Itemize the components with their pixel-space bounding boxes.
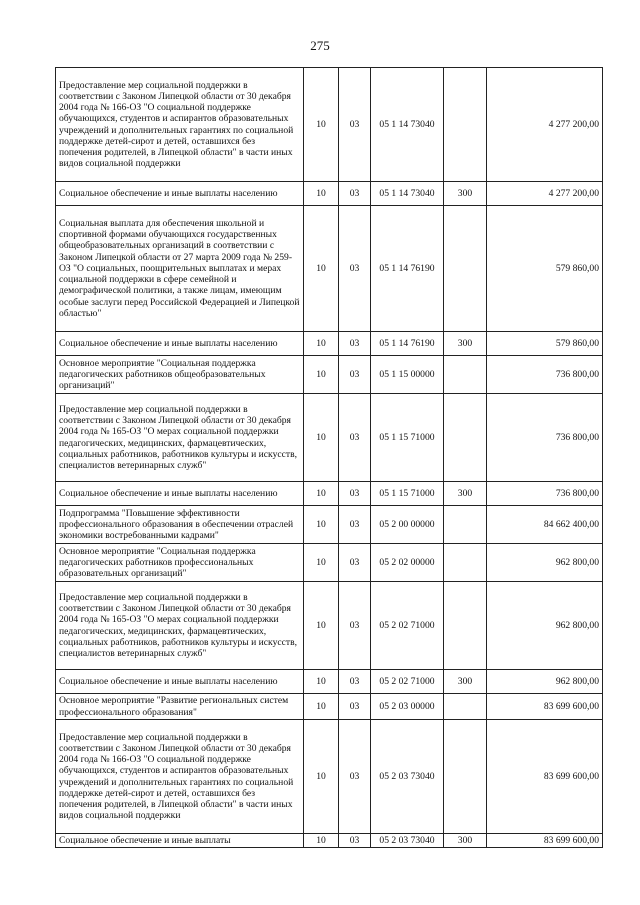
row-amount: 579 860,00 — [487, 206, 603, 332]
row-name: Социальная выплата для обеспечения школьной и спортивной формами обучающихся государственных общеобразовательных организаций в соответствии с Законом Липецкой области от 27 марта 2009 года № 259-ОЗ "О социальных, поощрительных выплатах и мерах социальной поддержки в сфере семейной и демографической политики, а также лицам, имеющим особые заслуги перед Российской Федерацией и Липецкой областью" — [56, 206, 304, 332]
row-code: 05 1 14 73040 — [371, 182, 444, 206]
row-amount: 962 800,00 — [487, 670, 603, 694]
row-subsection: 03 — [339, 544, 371, 582]
row-section: 10 — [304, 694, 339, 720]
row-code: 05 1 14 76190 — [371, 206, 444, 332]
row-amount: 4 277 200,00 — [487, 182, 603, 206]
row-type — [444, 394, 487, 482]
row-section: 10 — [304, 482, 339, 506]
row-amount: 962 800,00 — [487, 544, 603, 582]
row-name: Подпрограмма "Повышение эффективности профессионального образования в обеспечении отраслей экономики востребованными кадрами" — [56, 506, 304, 544]
row-section: 10 — [304, 332, 339, 356]
row-name: Социальное обеспечение и иные выплаты населению — [56, 482, 304, 506]
row-type: 300 — [444, 332, 487, 356]
row-code: 05 1 15 00000 — [371, 356, 444, 394]
row-subsection: 03 — [339, 720, 371, 834]
budget-table — [55, 67, 603, 848]
table-row — [56, 506, 603, 544]
row-type — [444, 356, 487, 394]
row-code: 05 2 03 73040 — [371, 720, 444, 834]
row-subsection: 03 — [339, 68, 371, 182]
row-name: Социальное обеспечение и иные выплаты населению — [56, 332, 304, 356]
table-row — [56, 582, 603, 670]
row-name: Предоставление мер социальной поддержки в соответствии с Законом Липецкой области от 30 декабря 2004 года № 166-ОЗ "О социальной поддержке обучающихся, студентов и аспирантов образовательных учреждений и дополнительных гарантиях по социальной поддержке детей-сирот и детей, оставшихся без попечения родителей, в Липецкой области" в части иных видов социальной поддержки — [56, 720, 304, 834]
row-name: Социальное обеспечение и иные выплаты населению — [56, 670, 304, 694]
row-type — [444, 694, 487, 720]
table-row — [56, 482, 603, 506]
row-amount: 579 860,00 — [487, 332, 603, 356]
row-type — [444, 206, 487, 332]
row-code: 05 2 02 71000 — [371, 670, 444, 694]
row-section: 10 — [304, 394, 339, 482]
row-subsection: 03 — [339, 182, 371, 206]
row-name: Социальное обеспечение и иные выплаты — [56, 834, 304, 848]
row-code: 05 1 15 71000 — [371, 482, 444, 506]
row-type — [444, 582, 487, 670]
row-section: 10 — [304, 544, 339, 582]
table-row — [56, 68, 603, 182]
row-section: 10 — [304, 582, 339, 670]
table-row — [56, 394, 603, 482]
row-section: 10 — [304, 356, 339, 394]
row-amount: 83 699 600,00 — [487, 834, 603, 848]
row-section: 10 — [304, 182, 339, 206]
row-amount: 736 800,00 — [487, 394, 603, 482]
row-section: 10 — [304, 720, 339, 834]
table-row — [56, 834, 603, 848]
row-amount: 83 699 600,00 — [487, 720, 603, 834]
row-type — [444, 68, 487, 182]
row-code: 05 2 03 73040 — [371, 834, 444, 848]
row-name: Основное мероприятие "Социальная поддержка педагогических работников общеобразовательных организаций" — [56, 356, 304, 394]
row-subsection: 03 — [339, 332, 371, 356]
row-code: 05 2 02 71000 — [371, 582, 444, 670]
row-code: 05 2 02 00000 — [371, 544, 444, 582]
row-amount: 736 800,00 — [487, 482, 603, 506]
row-subsection: 03 — [339, 670, 371, 694]
row-section: 10 — [304, 670, 339, 694]
row-type: 300 — [444, 670, 487, 694]
row-type — [444, 506, 487, 544]
row-section: 10 — [304, 68, 339, 182]
row-subsection: 03 — [339, 506, 371, 544]
row-amount: 84 662 400,00 — [487, 506, 603, 544]
table-row — [56, 356, 603, 394]
row-name: Основное мероприятие "Социальная поддержка педагогических работников профессиональных образовательных организаций" — [56, 544, 304, 582]
row-type: 300 — [444, 482, 487, 506]
row-code: 05 2 03 00000 — [371, 694, 444, 720]
row-subsection: 03 — [339, 694, 371, 720]
row-subsection: 03 — [339, 206, 371, 332]
row-name: Основное мероприятие "Развитие региональных систем профессионального образования" — [56, 694, 304, 720]
table-row — [56, 332, 603, 356]
row-name: Предоставление мер социальной поддержки в соответствии с Законом Липецкой области от 30 декабря 2004 года № 165-ОЗ "О мерах социальной поддержки педагогических, медицинских, фармацевтических, социальных работников, работников культуры и искусств, специалистов ветеринарных служб" — [56, 582, 304, 670]
row-section: 10 — [304, 206, 339, 332]
page-number: 275 — [310, 38, 330, 53]
row-amount: 4 277 200,00 — [487, 68, 603, 182]
row-amount: 736 800,00 — [487, 356, 603, 394]
row-subsection: 03 — [339, 356, 371, 394]
row-amount: 83 699 600,00 — [487, 694, 603, 720]
row-subsection: 03 — [339, 834, 371, 848]
row-name: Социальное обеспечение и иные выплаты населению — [56, 182, 304, 206]
row-name: Предоставление мер социальной поддержки в соответствии с Законом Липецкой области от 30 декабря 2004 года № 166-ОЗ "О социальной поддержке обучающихся, студентов и аспирантов образовательных учреждений и дополнительных гарантиях по социальной поддержке детей-сирот и детей, оставшихся без попечения родителей, в Липецкой области" в части иных видов социальной поддержки — [56, 68, 304, 182]
row-code: 05 2 00 00000 — [371, 506, 444, 544]
row-amount: 962 800,00 — [487, 582, 603, 670]
budget-table-body — [56, 68, 603, 848]
table-row — [56, 694, 603, 720]
table-row — [56, 182, 603, 206]
row-subsection: 03 — [339, 582, 371, 670]
table-row — [56, 670, 603, 694]
row-name: Предоставление мер социальной поддержки в соответствии с Законом Липецкой области от 30 декабря 2004 года № 165-ОЗ "О мерах социальной поддержки педагогических, медицинских, фармацевтических, социальных работников, работников культуры и искусств, специалистов ветеринарных служб" — [56, 394, 304, 482]
row-section: 10 — [304, 834, 339, 848]
row-subsection: 03 — [339, 394, 371, 482]
row-type — [444, 544, 487, 582]
row-subsection: 03 — [339, 482, 371, 506]
row-code: 05 1 14 73040 — [371, 68, 444, 182]
table-row — [56, 720, 603, 834]
table-row — [56, 206, 603, 332]
table-row — [56, 544, 603, 582]
row-code: 05 1 14 76190 — [371, 332, 444, 356]
row-section: 10 — [304, 506, 339, 544]
row-type — [444, 720, 487, 834]
row-code: 05 1 15 71000 — [371, 394, 444, 482]
row-type: 300 — [444, 182, 487, 206]
row-type: 300 — [444, 834, 487, 848]
